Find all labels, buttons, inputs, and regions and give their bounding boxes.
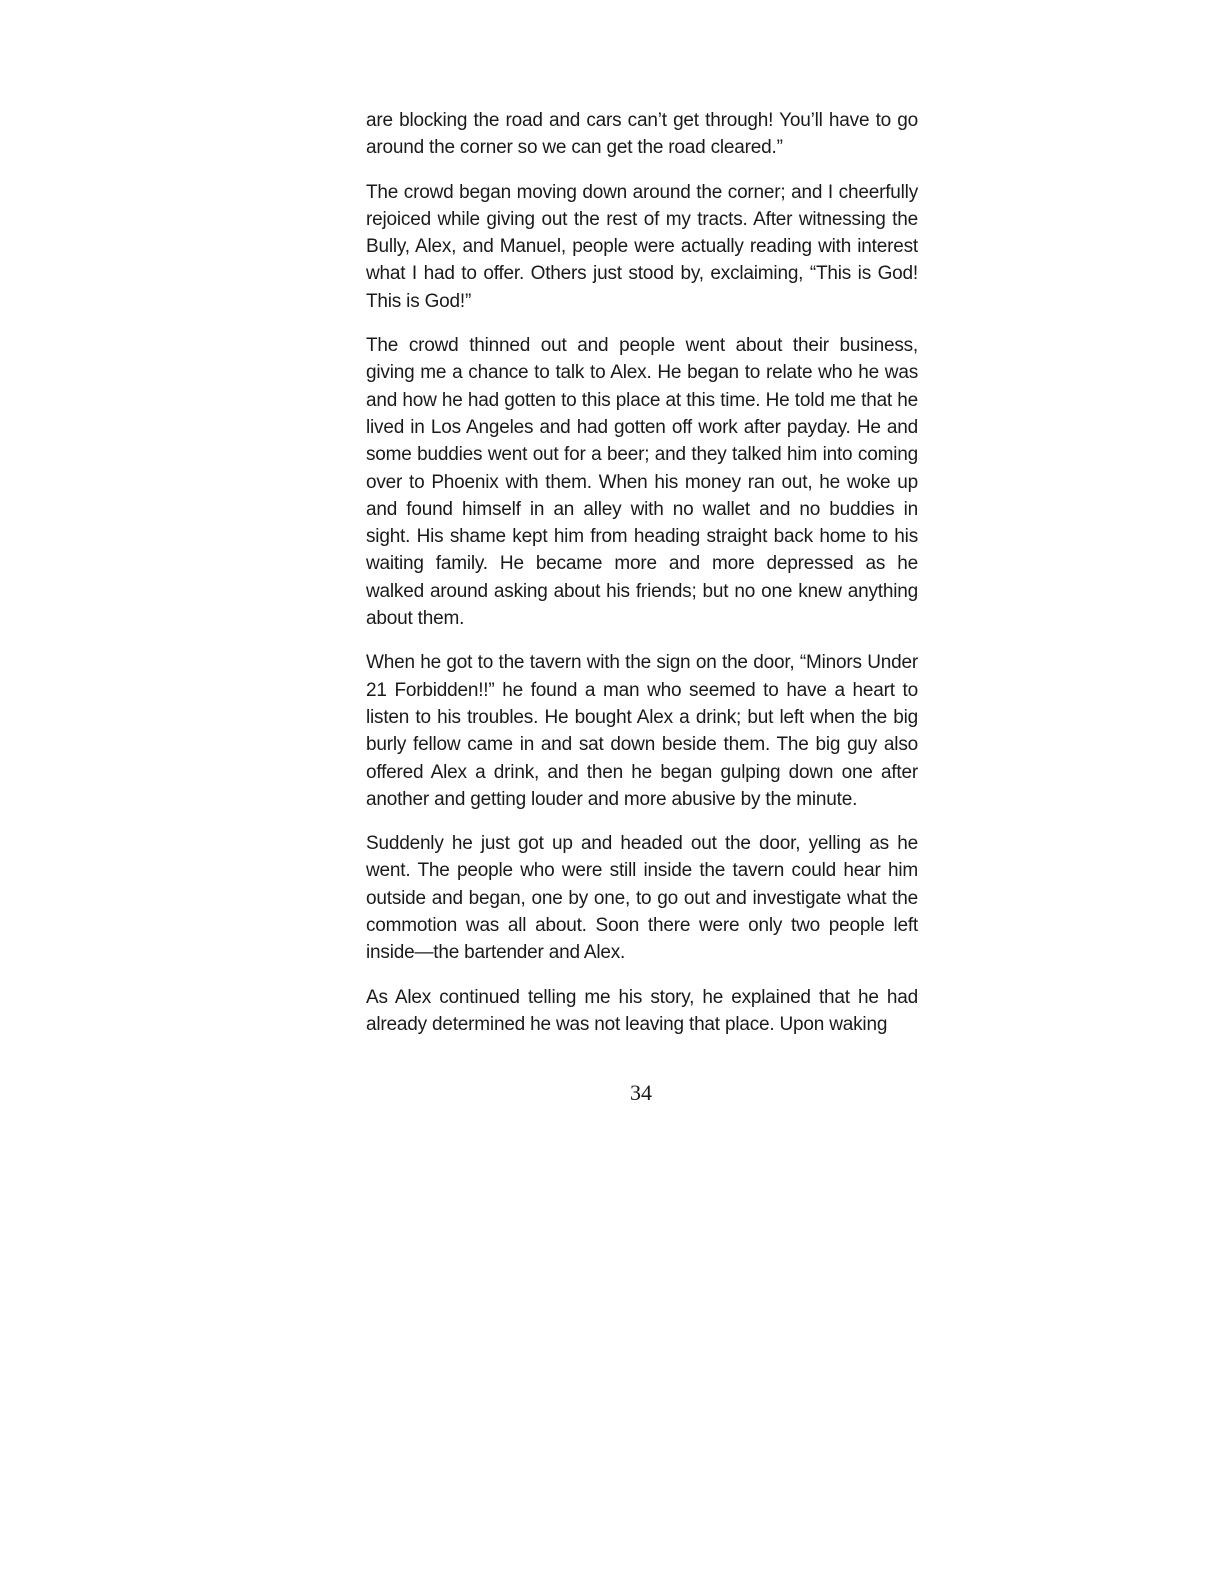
paragraph-5: Suddenly he just got up and headed out the door, yelling as he went. The people who were still inside the tavern could hear him outside and began, one by one, to go out and investigate what the commotion was all about. Soon there were only two people left inside—the bartender and Alex. [366, 833, 918, 964]
paragraph-4: When he got to the tavern with the sign on the door, “Minors Under 21 Forbidden!!” he found a man who seemed to have a heart to listen to his troubles. He bought Alex a drink; but left when the big burly fellow came in and sat down beside them. The big guy also offered Alex a drink, and then he began gulping down one after another and getting louder and more abusive by the minute. [366, 652, 918, 810]
paragraph-3: The crowd thinned out and people went about their business, giving me a chance to talk to Alex. He began to relate who he was and how he had gotten to this place at this time. He told me that he lived in Los Angeles and had gotten off work after payday. He and some buddies went out for a beer; and they talked him into coming over to Phoenix with them. When his money ran out, he woke up and found himself in an alley with no wallet and no buddies in sight. His shame kept him from heading straight back home to his waiting family. He became more and more depressed as he walked around asking about his friends; but no one knew anything about them. [366, 335, 918, 630]
paragraph-2: The crowd began moving down around the corner; and I cheerfully rejoiced while giving out the rest of my tracts. After witnessing the Bully, Alex, and Manuel, people were actually reading with interest what I had to offer. Others just stood by, exclaiming, “This is God! This is God!” [366, 181, 918, 312]
page-number: 34 [630, 1080, 652, 1105]
paragraph-1: are blocking the road and cars can’t get through! You’ll have to go around the corner so we can get the road cleared.” [366, 110, 918, 159]
page-body [366, 107, 918, 1055]
paragraph-6: As Alex continued telling me his story, he explained that he had already determined he was not leaving that place. Upon waking [366, 986, 918, 1035]
